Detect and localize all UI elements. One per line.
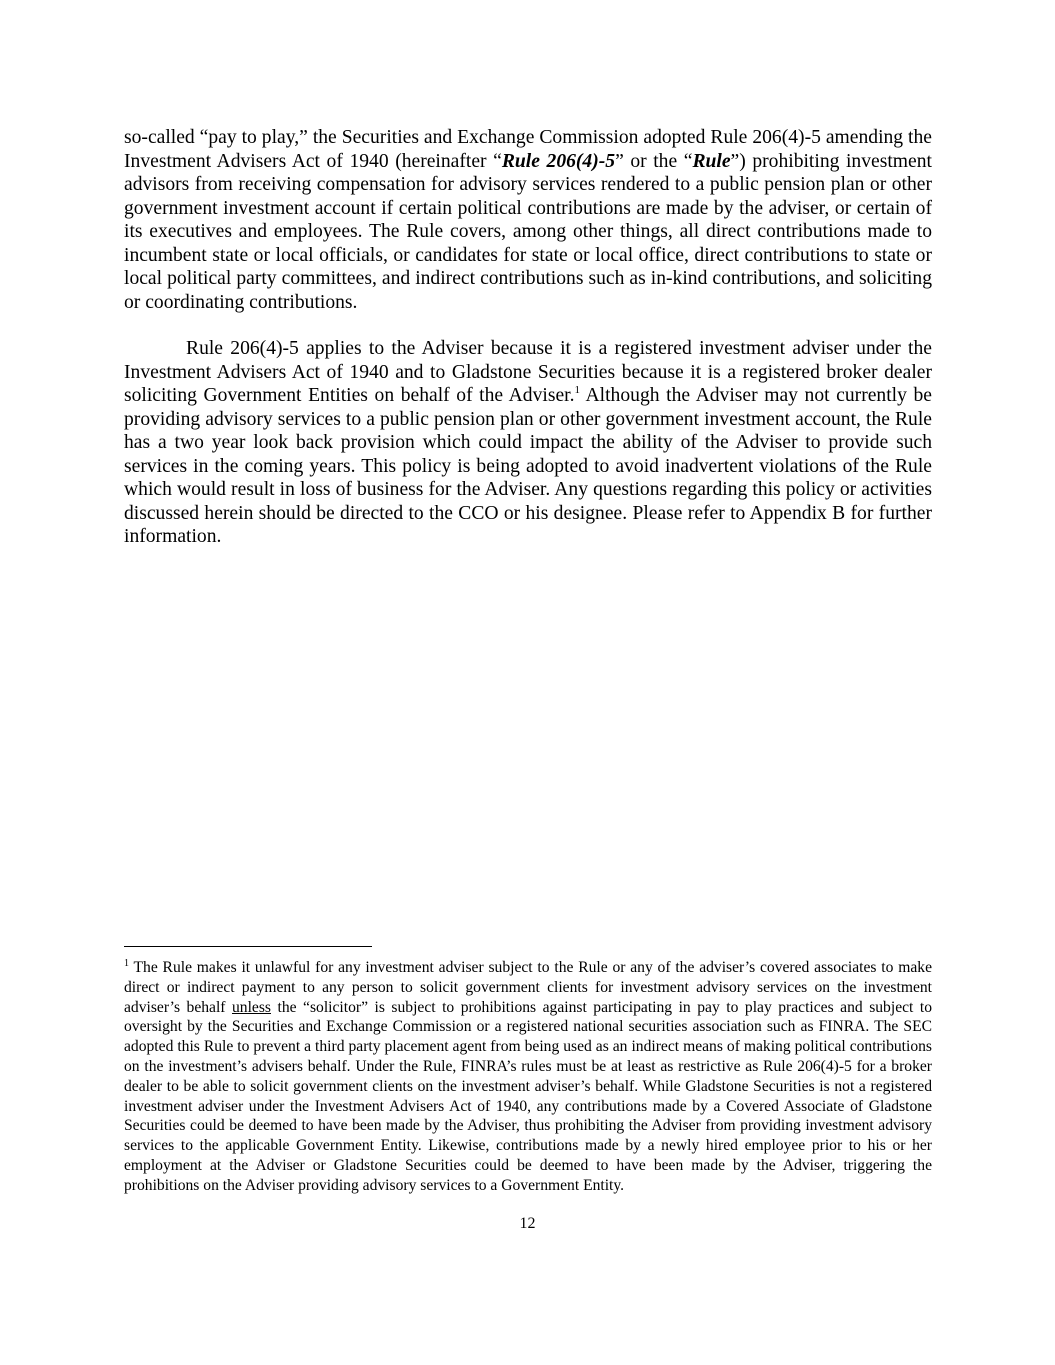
footnote-underlined-word: unless [232,998,271,1016]
footnote-separator [124,946,372,947]
body-paragraph-1 [124,126,932,314]
footnote [124,958,932,1196]
paragraph-text: ”) prohibiting investment advisors from receiving compensation for advisory services rendered to a public pension plan or other government investment account if certain political contributions are made by the adviser, or certain of its executives and employees. The Rule covers, among other things, all direct contributions made to incumbent state or local officials, or candidates for state or local office, direct contributions to state or local political party committees, and indirect contributions such as in-kind contributions, and soliciting or coordinating contributions. [124,150,932,313]
paragraph-text: so-called “pay to play,” the Securities and Exchange Commission adopted Rule 206(4)-5 amending the Investment Advisers Act of 1940 (hereinafter “ [124,127,932,172]
footnote-reference[interactable]: 1 [574,384,580,396]
footnote-number: 1 [124,958,129,969]
defined-term: Rule 206(4)-5 [501,150,616,172]
paragraph-text: Although the Adviser may not currently be providing advisory services to a public pension plan or other government investment account, the Rule has a two year look back provision which could impact the ability of the Adviser to provide such services in the coming years. This policy is being adopted to avoid inadvertent violations of the Rule which would result in loss of business for the Adviser. Any questions regarding this policy or activities discussed herein should be directed to the CCO or his designee. Please refer to Appendix B for further information. [124,385,932,547]
footnote-text: the “solicitor” is subject to prohibitions against participating in pay to play practices and subject to oversight by the Securities and Exchange Commission or a registered national securities association such as FINRA. The SEC adopted this Rule to prevent a third party placement agent from being used as an indirect means of making political contributions on the investment’s advisers behalf. Under the Rule, FINRA’s rules must be at least as restrictive as Rule 206(4)-5 for a broker dealer to be able to solicit government clients on the investment adviser’s behalf. While Gladstone Securities is not a registered investment adviser under the Investment Advisers Act of 1940, any contributions made by a Covered Associate of Gladstone Securities could be deemed to have been made by the Adviser, thus prohibiting the Adviser from providing investment advisory services to the applicable Government Entity. Likewise, contributions made by a newly hired employee prior to his or her employment at the Adviser or Gladstone Securities could be deemed to have been made by the Adviser, triggering the prohibitions on the Adviser providing advisory services to a Government Entity. [124,998,932,1194]
page-number: 12 [519,1215,536,1232]
paragraph-text: Rule 206(4)-5 applies to the Adviser because it is a registered investment adviser under the Investment Advisers Act of 1940 and to Gladstone Securities because it is a registered broker dealer soliciting Government Entities on behalf of the Adviser. [124,338,932,406]
paragraph-text: ” or the “ [615,150,693,172]
body-paragraph-2 [124,337,932,549]
defined-term: Rule [692,150,731,172]
footnote-text: The Rule makes it unlawful for any investment adviser subject to the Rule or any of the adviser’s covered associates to make direct or indirect payment to any person to solicit government clients for investment advisory services on the investment adviser’s behalf [124,959,932,1016]
